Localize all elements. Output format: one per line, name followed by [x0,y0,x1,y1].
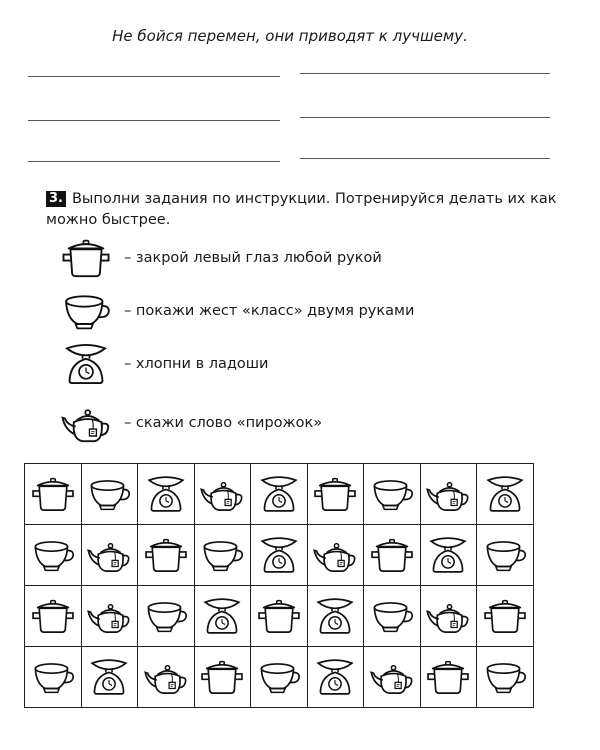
cup-icon [256,656,302,698]
writing-line [28,76,280,77]
grid-cell [251,647,308,708]
grid-row [25,525,534,586]
scale-icon [312,595,358,637]
grid-cell [25,464,82,525]
grid-cell [477,586,534,647]
grid-cell [251,464,308,525]
cup-icon [482,656,528,698]
cup-icon [30,534,76,576]
grid-cell [194,525,251,586]
grid-cell [477,647,534,708]
grid-cell [25,525,82,586]
legend-row-pot [60,235,382,281]
teapot-icon [86,534,132,576]
pot-icon [143,534,189,576]
cup-icon [143,595,189,637]
grid-cell [251,525,308,586]
teapot-icon [143,656,189,698]
quote-heading: Не бойся перемен, они приводят к лучшему. [112,27,468,45]
legend-text: – покажи жест «класс» двумя руками [124,303,415,319]
cup-icon [482,534,528,576]
scale-icon [199,595,245,637]
grid-cell [25,647,82,708]
grid-cell [194,464,251,525]
pot-icon [482,595,528,637]
grid-row [25,586,534,647]
cup-icon [86,473,132,515]
grid-cell [138,647,195,708]
legend-text: – скажи слово «пирожок» [124,415,323,431]
grid-cell [81,464,138,525]
grid-cell [25,586,82,647]
grid-cell [194,647,251,708]
grid-cell [420,525,477,586]
grid-cell [477,525,534,586]
grid-row [25,647,534,708]
teapot-icon [60,400,112,446]
scale-icon [256,534,302,576]
writing-line [300,73,550,74]
scale-icon [60,341,112,387]
legend-row-scale [60,341,268,387]
pot-icon [60,235,112,281]
grid-cell [138,586,195,647]
grid-cell [138,525,195,586]
teapot-icon [425,595,471,637]
cup-icon [30,656,76,698]
grid-cell [307,525,364,586]
teapot-icon [425,473,471,515]
legend-text: – хлопни в ладоши [124,356,269,372]
pot-icon [425,656,471,698]
icon-grid [24,463,534,708]
teapot-icon [199,473,245,515]
writing-line [300,158,550,159]
grid-cell [138,464,195,525]
grid-cell [364,647,421,708]
grid-row [25,464,534,525]
grid-cell [251,586,308,647]
pot-icon [30,595,76,637]
grid-cell [307,647,364,708]
grid-cell [307,464,364,525]
grid-cell [81,647,138,708]
legend-text: – закрой левый глаз любой рукой [124,250,382,266]
task-text: Выполни задания по инструкции. Потренируйся делать их как можно быстрее. [46,191,557,228]
grid-cell [420,586,477,647]
scale-icon [425,534,471,576]
cup-icon [369,595,415,637]
pot-icon [312,473,358,515]
teapot-icon [369,656,415,698]
grid-cell [364,586,421,647]
scale-icon [256,473,302,515]
grid-cell [81,586,138,647]
task-instruction [46,189,566,231]
grid-cell [420,464,477,525]
grid-cell [307,586,364,647]
legend-row-teapot [60,400,322,446]
scale-icon [86,656,132,698]
task-number: 3. [46,191,66,207]
teapot-icon [86,595,132,637]
scale-icon [312,656,358,698]
legend-row-cup [60,288,414,334]
writing-line [28,161,280,162]
teapot-icon [312,534,358,576]
pot-icon [256,595,302,637]
pot-icon [369,534,415,576]
grid-cell [420,647,477,708]
pot-icon [30,473,76,515]
grid-cell [81,525,138,586]
scale-icon [143,473,189,515]
cup-icon [60,288,112,334]
grid-cell [364,525,421,586]
cup-icon [199,534,245,576]
grid-cell [194,586,251,647]
cup-icon [369,473,415,515]
grid-cell [477,464,534,525]
writing-line [28,120,280,121]
writing-line [300,117,550,118]
grid-cell [364,464,421,525]
scale-icon [482,473,528,515]
pot-icon [199,656,245,698]
